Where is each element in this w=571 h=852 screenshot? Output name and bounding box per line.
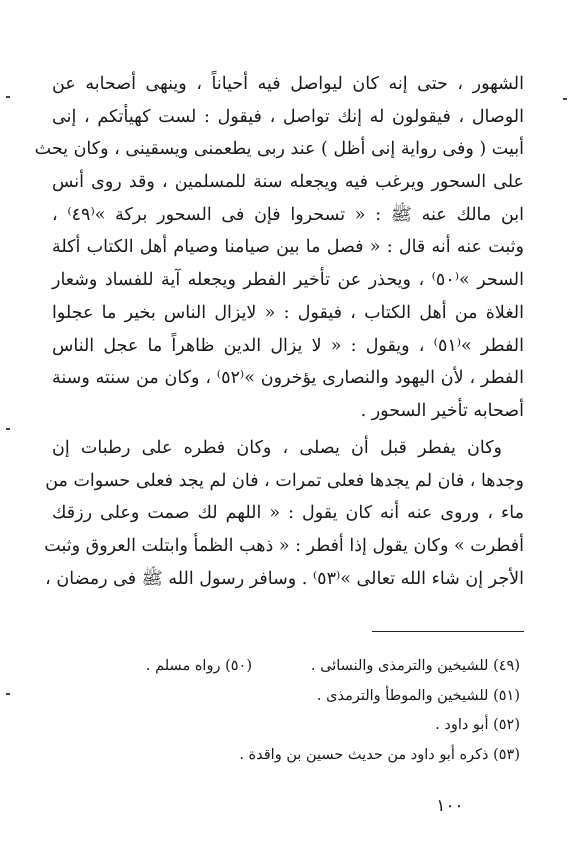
- footnote-row: [60, 711, 520, 741]
- text-line: الأجر إن شاء الله تعالى »⁽٥٣⁾ . وسافر رسول الله ﷺ فى رمضان ،: [45, 568, 524, 589]
- text-line: أفطرت » وكان يقول إذا أفطر : « ذهب الظمأ وابتلت العروق وثبت: [44, 536, 524, 557]
- body-paragraph-2: [44, 432, 524, 595]
- footnote-row: [60, 741, 520, 771]
- footnote-divider: [372, 631, 524, 632]
- scan-edge-mark: [6, 693, 10, 695]
- text-line: السحر »⁽٥٠⁾ ، ويحذر عن تأخير الفطر ويجعله آية للفساد وشعار: [52, 270, 525, 291]
- page-number: ١٠٠: [436, 796, 464, 816]
- body-paragraph-1: [34, 68, 525, 428]
- footnote-50: (٥٠) رواه مسلم .: [145, 658, 252, 674]
- scan-edge-mark: [6, 96, 10, 98]
- text-line: وثبت عنه أنه قال : « فصل ما بين صيامنا وصيام أهل الكتاب أكلة: [52, 237, 524, 258]
- text-line: الفطر ، لأن اليهود والنصارى يؤخرون »⁽٥٢⁾ ، وكان من سنته وسنة: [52, 368, 524, 389]
- text-line: وجدها ، فان لم يجدها فعلى تمرات ، فان لم يجد فعلى حسوات من: [45, 470, 524, 491]
- footnote-row: [60, 682, 520, 712]
- text-line: الوصال ، فيقولون له إنك تواصل ، فيقول : لست كهيأتكم ، إنى: [52, 106, 524, 127]
- footnote-row: [60, 652, 520, 682]
- text-line: الشهور ، حتى إنه كان ليواصل فيه أحياناً ، وينهى أصحابه عن: [52, 74, 524, 94]
- footnote-49: (٤٩) للشيخين والترمذى والنسائى .: [310, 658, 520, 674]
- text-line: ماء ، وروى عنه أنه كان يقول : « اللهم لك صمت وعلى رزقك: [52, 503, 524, 524]
- text-line: أصحابه تأخير السحور .: [360, 400, 524, 421]
- text-line: الغلاة من أهل الكتاب ، فيقول : « لايزال الناس بخير ما عجلوا: [52, 302, 524, 323]
- footnote-52: (٥٢) أبو داود .: [435, 717, 520, 733]
- scan-edge-mark: [6, 428, 10, 430]
- text-line: الفطر »⁽٥١⁾ ، ويقول : « لا يزال الدين ظاهراً ما عجل الناس: [52, 335, 524, 356]
- text-line: أبيت ( وفى رواية إنى أظل ) عند ربى يطعمنى ويسقينى ، وكان يحث: [34, 139, 524, 160]
- text-line: وكان يفطر قبل أن يصلى ، وكان فطره على رطبات إن: [52, 438, 502, 458]
- scan-edge-mark: [563, 98, 567, 100]
- footnotes: [60, 652, 520, 770]
- footnote-53: (٥٣) ذكره أبو داود من حديث حسين بن واقدة .: [239, 746, 520, 763]
- text-line: على السحور ويرغب فيه ويجعله سنة للمسلمين ، وقد روى أنس: [52, 172, 524, 193]
- text-line: ابن مالك عنه ﷺ : « تسحروا فإن فى السحور بركة »⁽٤٩⁾ ،: [52, 204, 524, 225]
- footnote-51: (٥١) للشيخين والموطأ والترمذى .: [316, 687, 520, 704]
